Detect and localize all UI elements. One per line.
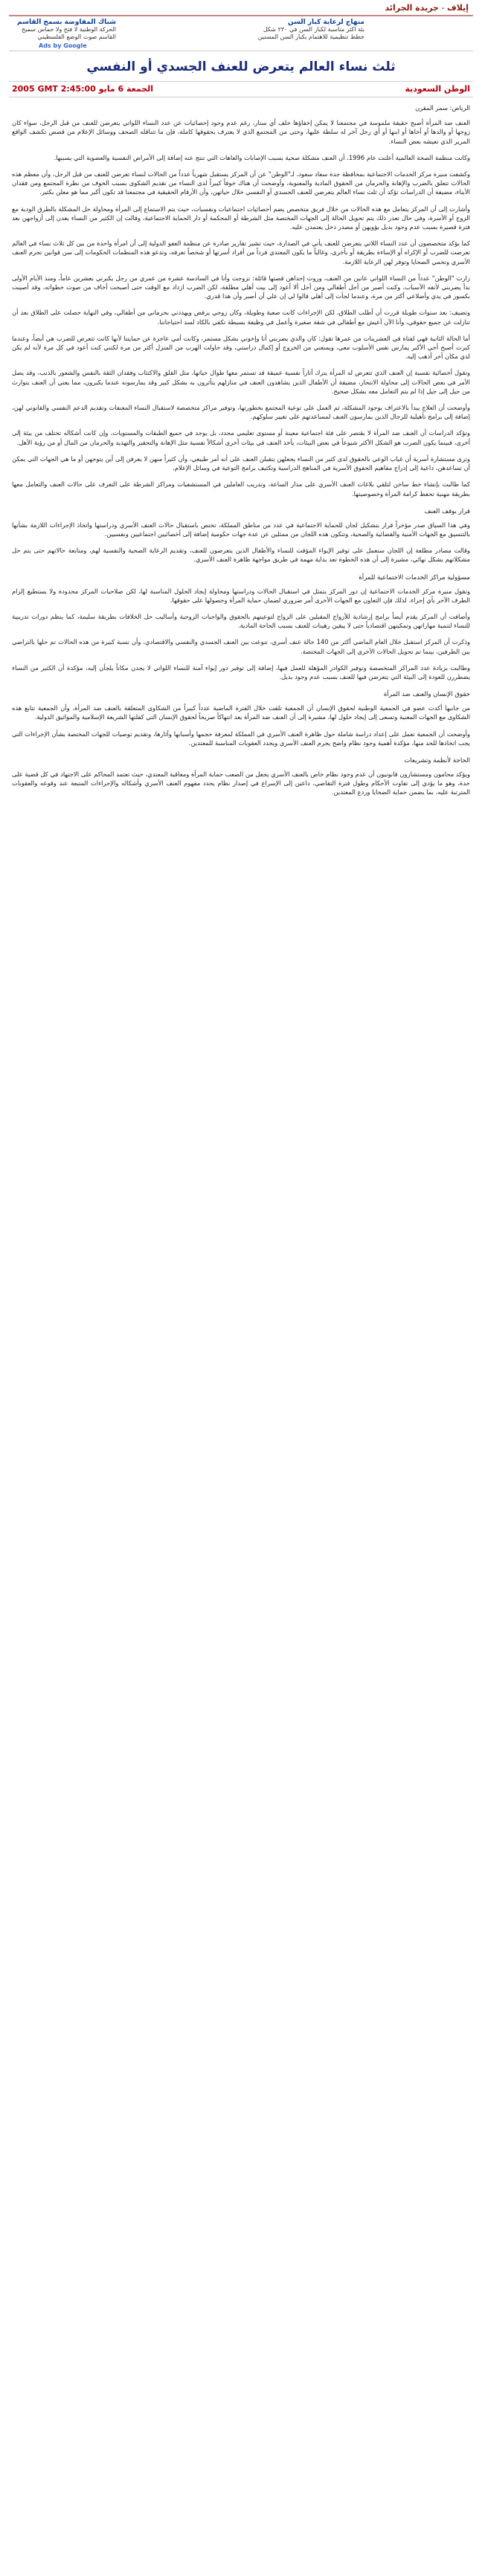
article-paragraph: وتضيف: بعد سنوات طويلة قررت أن أطلب الطلاق، لكن الإجراءات كانت صعبة وطويلة، وكان زوجي يرفض ويهددني بحرماني من أطفالي، وفي النهاية حصلت على الطلاق بعد أن تنازلت عن جميع حقوقي، وأنا الآن أعيش مع أطفالي في شقة صغيرة وأعمل في وظيفة بسيطة تكفي بالكاد لسد احتياجاتنا. <box>12 309 470 326</box>
ads-by-google-text[interactable]: Ads by Google <box>39 42 87 49</box>
article-paragraph: وتؤكد الدراسات أن العنف ضد المرأة لا يقتصر على فئة اجتماعية معينة أو مستوى تعليمي محدد، بل يوجد في جميع الطبقات والمستويات، وإن كانت أشكاله تختلف من بيئة إلى أخرى، فبينما يكون الضرب هو الشكل الأكثر شيوعاً في بعض البيئات، يأخذ العنف في بيئات أخرى أشكالاً نفسية مثل الإهانة والتحقير والتهديد والحرمان من المال أو من رؤية الأهل. <box>12 429 470 446</box>
ad-center-title[interactable]: منهاج لرعاية كبار السن <box>288 19 364 26</box>
section-heading-human-rights: حقوق الإنسان والعنف ضد المرأة <box>383 691 470 699</box>
article-paragraph: ويؤكد محامون ومستشارون قانونيون أن عدم وجود نظام خاص بالعنف الأسري يجعل من الصعب حماية المرأة ومعاقبة المعتدي، حيث تعتمد المحاكم على الاجتهاد في كل قضية على حدة، وهو ما يؤدي إلى تفاوت الأحكام وطول فترة التقاضي، داعين إلى الإسراع في إصدار نظام يحدد مفهوم العنف الأسري وأشكاله والإجراءات المتبعة عند وقوعه والعقوبات المترتبة عليه، بما يضمن حماية الضحايا وردع المعتدين. <box>12 770 470 796</box>
article-paragraph: وطالبت بزيادة عدد المراكز المتخصصة وتوفير الكوادر المؤهلة للعمل فيها، إضافة إلى توفير دور إيواء آمنة للنساء اللواتي لا يجدن مكاناً يلجأن إليه، مؤكدة أن الكثير من النساء يضطررن للعودة إلى البيئة التي يتعرضن فيها للعنف بسبب عدم وجود بديل. <box>12 663 470 680</box>
section-heading-decision: قرار بوقف العنف <box>424 507 470 515</box>
article-dateline: الرياض: سمر المقرن <box>415 104 470 112</box>
article-paragraph: أما الحالة الثانية فهي لفتاة في العشرينات من عمرها تقول: كان والدي يضربني أنا وإخوتي بشكل مستمر، وكانت أمي عاجزة عن حمايتنا لأنها كانت تتعرض للضرب هي أيضاً، وعندما كبرت أصبح أخي الأكبر يمارس نفس الأسلوب معي، ويمنعني من الخروج أو إكمال دراستي، وقد حاولت الهرب من المنزل أكثر من مرة لكنني كنت أعود في كل مرة لأنه لم يكن لدي مكان آخر أذهب إليه. <box>12 334 470 361</box>
ad-unit-center[interactable] <box>193 19 364 41</box>
article-paragraph: وأضافت أن المركز يقدم أيضاً برامج إرشادية للأزواج المقبلين على الزواج لتوعيتهم بالحقوق والواجبات الزوجية وأساليب حل الخلافات بطريقة سليمة، كما ينظم دورات تدريبية للنساء لتنمية مهاراتهن وتمكينهن اقتصادياً حتى لا يبقين رهينات للعنف بسبب الحاجة المادية. <box>12 612 470 630</box>
ad-center-line1: بئة اكثر مناسبة لكبار السن في ٢٣٠ شكل <box>263 26 364 33</box>
ads-by-google-label[interactable] <box>39 42 87 49</box>
article-source: الوطن السعودية <box>405 84 470 94</box>
article-meta-bar <box>9 81 473 97</box>
section-legislation-paragraphs <box>12 770 470 797</box>
article-paragraph: العنف ضد المرأة أصبح حقيقة ملموسة في مجتمعنا لا يمكن إخفاؤها خلف أي ستار، رغم عدم وجود إحصائيات عن عدد النساء اللواتي يتعرضن للعنف من قبل الرجل، سواء كان زوجها أو والدها أو أخاها أو ابنها أو أي رجل آخر له سلطة عليها، وحتى من المجتمع الذي لا يعترف بحقوقها كاملة، فإن ما تتناقله الصحف ووسائل الإعلام من قصص تكشف الواقع المرير الذي تعيشه بعض النساء. <box>12 119 470 145</box>
article-paragraph: كما طالبت بإنشاء خط ساخن لتلقي بلاغات العنف الأسري على مدار الساعة، وتدريب العاملين في المستشفيات ومراكز الشرطة على التعرف على حالات العنف والتعامل معها بطريقة مهنية تحفظ كرامة المرأة وخصوصيتها. <box>12 480 470 498</box>
section-heading-legislation: الحاجة لأنظمة وتشريعات <box>404 756 470 764</box>
ad-unit-left[interactable] <box>12 19 116 41</box>
page <box>9 0 473 797</box>
article-title: ثلث نساء العالم يتعرض للعنف الجسدي أو النفسي <box>86 59 396 74</box>
breadcrumb-separator: - <box>439 3 447 13</box>
article-paragraph: كما يؤكد متخصصون أن عدد النساء اللاتي يتعرضن للعنف يأتي في الصدارة، حيث تشير تقارير صادرة عن منظمة العفو الدولية إلى أن امرأة واحدة من بين كل ثلاث نساء في العالم تعرضت للضرب أو الإكراه أو الإساءة بطريقة أو بأخرى، وغالباً ما يكون المعتدي فرداً من أفراد أسرتها أو شخصاً تعرفه، وتدعو هذه المنظمات الحكومات إلى سن قوانين تجرم العنف الأسري وتحمي الضحايا وتوفر لهن الرعاية اللازمة. <box>12 239 470 265</box>
article-paragraph: وكشفت منيرة مركز الخدمات الاجتماعية بمحافظة جدة سعاد سعود، لـ"الوطن" عن أن المركز يستقبل شهرياً عدداً من الحالات لنساء تعرضن للعنف من قبل الرجل، وأن معظم هذه الحالات تتعلق بالضرب والإهانة والحرمان من الحقوق المادية والمعنوية، وأوضحت أن هناك خوفاً كبيراً لدى النساء من تقديم الشكوى بسبب الخوف من نظرة المجتمع ومن فقدان الأبناء، مضيفة أن الدراسات تؤكد أن ثلث نساء العالم يتعرضن للعنف الجسدي أو النفسي خلال حياتهن، وأن الأرقام الحقيقية في مجتمعنا قد تكون أكبر مما هو معلن بكثير. <box>12 170 470 196</box>
article-paragraph: وأوضحت أن العلاج يبدأ بالاعتراف بوجود المشكلة، ثم العمل على توعية المجتمع بخطورتها، وتوفير مراكز متخصصة لاستقبال النساء المعنفات وتقديم الدعم النفسي والقانوني لهن، إضافة إلى برامج تأهيلية للرجال الذين يمارسون العنف لمساعدتهم على تغيير سلوكهم. <box>12 404 470 421</box>
article-day: الجمعة 6 مايو <box>98 84 154 94</box>
article-paragraph: وتقول منيرة مركز الخدمات الاجتماعية إن دور المركز يتمثل في استقبال الحالات ودراستها ومحاولة إيجاد الحلول المناسبة لها، لكن صلاحيات المركز محدودة ولا يستطيع إلزام الطرف الآخر بأي إجراء، لذلك فإن التعاون مع الجهات الأخرى أمر ضروري لضمان حماية المرأة وحصولها على حقوقها. <box>12 587 470 604</box>
breadcrumb-section-link[interactable]: جريدة الجرائد <box>385 3 439 13</box>
ad-left-title[interactable]: شباك المفاوضة بسمح القاسم <box>17 19 116 26</box>
article-paragraph: وفي هذا السياق صدر مؤخراً قرار بتشكيل لجان للحماية الاجتماعية في عدد من مناطق المملكة، تختص باستقبال حالات العنف الأسري ودراستها واتخاذ الإجراءات اللازمة بشأنها بالتنسيق مع الجهات الأمنية والقضائية والصحية، وتتكون هذه اللجان من ممثلين عن عدة جهات حكومية إضافة إلى أخصائيين اجتماعيين ونفسيين. <box>12 521 470 538</box>
article-body <box>9 97 473 797</box>
section-centers-paragraphs <box>12 587 470 682</box>
google-ads-box <box>9 16 473 51</box>
section-human-rights-paragraphs <box>12 703 470 747</box>
article-time: 2005 GMT 2:45:00 <box>12 84 96 94</box>
article-paragraphs <box>12 118 470 498</box>
section-heading-centers: مسؤولية مراكز الخدمات الاجتماعية للمرأة <box>359 573 470 582</box>
article-paragraph: وقالت مصادر مطلعة إن اللجان ستعمل على توفير الإيواء المؤقت للنساء والأطفال الذين يتعرضون للعنف، وتقديم الرعاية الصحية والنفسية لهم، ومتابعة حالاتهم حتى يتم حل مشكلاتهم بشكل نهائي، مشيرة إلى أن هذه الخطوة تعد بداية مهمة في طريق مواجهة ظاهرة العنف الأسري. <box>12 547 470 564</box>
ad-left-line1: الحركة الوطنية لا فتح ولا حماس سميح <box>22 26 116 33</box>
article-paragraph: وترى مستشارة أسرية أن غياب الوعي بالحقوق لدى كثير من النساء يجعلهن يتقبلن العنف على أنه أمر طبيعي، وأن كثيراً منهن لا يعرفن إلى أين يتوجهن أو ما هي الجهات التي يمكن أن تساعدهن، داعية إلى إدراج مفاهيم الحقوق الأسرية في المناهج الدراسية وتكثيف برامج التوعية في وسائل الإعلام. <box>12 454 470 472</box>
breadcrumb <box>9 1 473 13</box>
article-paragraph: وتقول أخصائية نفسية إن العنف الذي تتعرض له المرأة يترك آثاراً نفسية عميقة قد تستمر معها طوال حياتها، مثل القلق والاكتئاب وفقدان الثقة بالنفس والشعور بالذنب، وقد يصل الأمر في بعض الحالات إلى محاولة الانتحار، مضيفة أن الأطفال الذين يشاهدون العنف في منازلهم يتأثرون به بشكل كبير وقد يمارسونه عندما يكبرون، مما يعني أن العنف يتوارث من جيل إلى جيل إذا لم يتم التعامل معه بشكل صحيح. <box>12 369 470 395</box>
ad-center-line2: خطط تنظيمية للاهتمام بكبار السن المسنين <box>257 33 364 40</box>
article-paragraph: من جانبها أكدت عضو في الجمعية الوطنية لحقوق الإنسان أن الجمعية تلقت خلال الفترة الماضية عدداً كبيراً من الشكاوى المتعلقة بالعنف ضد المرأة، وأن الجمعية تتابع هذه الشكاوى مع الجهات المعنية وتسعى إلى إيجاد حلول لها، مشيرة إلى أن العنف ضد المرأة يعد انتهاكاً صريحاً لحقوق الإنسان التي كفلتها الشريعة الإسلامية والمواثيق الدولية. <box>12 704 470 721</box>
article-paragraph: زارت "الوطن" عدداً من النساء اللواتي عانين من العنف، وروت إحداهن قصتها قائلة: تزوجت وأنا في السادسة عشرة من عمري من رجل يكبرني بعشرين عاماً، ومنذ الأيام الأولى بدأ يضربني لأتفه الأسباب، وكنت أصبر من أجل أطفالي ومن أجل ألا أعود إلى بيت أهلي مطلقة، لكن الضرب ازداد مع الوقت حتى أصبحت أخاف من صوت خطواته، وقد أصيبت بكسور في يدي وأضلاعي أكثر من مرة، وعندما لجأت إلى أهلي قالوا لي إن علي أن أصبر وأن هذا قدري. <box>12 274 470 300</box>
article-date <box>12 82 153 97</box>
article-paragraph: وأشارت إلى أن المركز يتعامل مع هذه الحالات من خلال فريق متخصص يضم أخصائيات اجتماعيات ونفسيات، حيث يتم الاستماع إلى المرأة ومحاولة حل المشكلة بالطرق الودية مع الزوج أو الأسرة، وفي حال تعذر ذلك يتم تحويل الحالة إلى الجهات المختصة مثل الشرطة أو المحكمة أو دار الحماية الاجتماعية، وقالت إن الكثير من النساء يعدن إلى أزواجهن بعد فترة قصيرة بسبب عدم وجود بديل يؤويهن أو مصدر دخل يعتمدن عليه. <box>12 205 470 231</box>
article-paragraph: وكانت منظمة الصحة العالمية أعلنت عام 1996، أن العنف مشكلة صحية بسبب الإصابات والعاهات التي تنتج عنه إضافة إلى الأمراض النفسية والعضوية التي يسببها. <box>54 153 470 161</box>
article-paragraph: وأوضحت أن الجمعية تعمل على إعداد دراسة شاملة حول ظاهرة العنف الأسري في المملكة لمعرفة حجمها وأسبابها وآثارها، وتقديم توصيات للجهات المختصة بشأن الإجراءات التي يجب اتخاذها للحد منها، مؤكدة أهمية وجود نظام واضح يجرم العنف الأسري ويحدد العقوبات المناسبة للمعتدين. <box>12 730 470 747</box>
article-paragraph: وذكرت أن المركز استقبل خلال العام الماضي أكثر من 140 حالة عنف أسري، تنوعت بين العنف الجسدي والنفسي والاقتصادي، وأن نسبة كبيرة من هذه الحالات تم حلها بالتراضي بين الطرفين، بينما تم تحويل الحالات الأخرى إلى الجهات المختصة. <box>12 638 470 655</box>
ad-left-line2: القاسم صوت الوضع الفلسطيني <box>37 33 116 40</box>
section-decision-paragraphs <box>12 521 470 564</box>
breadcrumb-site-link[interactable]: إيلاف <box>446 3 469 13</box>
